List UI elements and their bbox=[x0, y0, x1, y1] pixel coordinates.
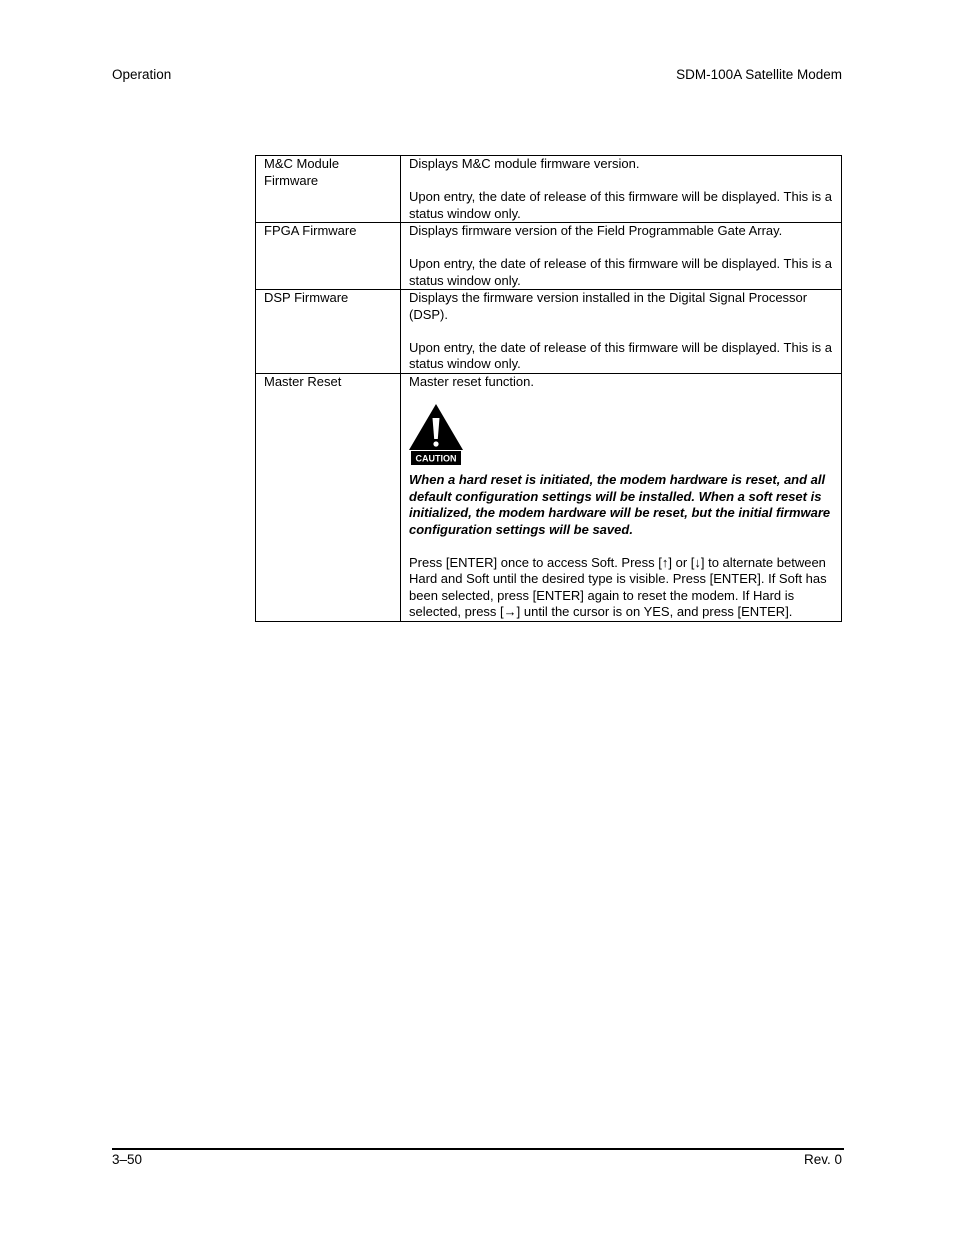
parameter-name: M&C Module Firmware bbox=[256, 156, 401, 223]
page-number: 3–50 bbox=[112, 1152, 143, 1167]
parameter-description bbox=[401, 373, 842, 621]
parameter-description bbox=[401, 156, 842, 223]
parameter-description bbox=[401, 223, 842, 290]
table-row bbox=[256, 223, 842, 290]
description-text: Upon entry, the date of release of this firmware will be displayed. This is a status window only. bbox=[409, 339, 832, 371]
table-row bbox=[256, 373, 842, 621]
parameter-name: DSP Firmware bbox=[256, 290, 401, 374]
description-text: Displays firmware version of the Field Programmable Gate Array. bbox=[409, 223, 783, 238]
description-text: Upon entry, the date of release of this firmware will be displayed. This is a status window only. bbox=[409, 189, 832, 221]
parameter-table bbox=[255, 155, 842, 622]
parameter-name: FPGA Firmware bbox=[256, 223, 401, 290]
description-text: Master reset function. bbox=[409, 373, 534, 389]
table-row bbox=[256, 156, 842, 223]
description-text: Displays M&C module firmware version. bbox=[409, 156, 640, 171]
footer-rule bbox=[112, 1148, 844, 1150]
caution-warning-icon bbox=[409, 404, 465, 467]
caution-text: When a hard reset is initiated, the modem hardware is reset, and all default configuration settings will be installed. When a soft reset is initialized, the modem hardware will be reset, but the initial firmware configuration settings will be saved. bbox=[409, 472, 831, 537]
revision-label: Rev. 0 bbox=[803, 1152, 842, 1167]
description-text: Press [ENTER] once to access Soft. Press [↑] or [↓] to alternate between Hard and Soft until the desired type is visible. Press [ENTER]. If Soft has been selected, press [ENTER] again to reset the modem. If Hard is selected, press [→] until the cursor is on YES, and press [ENTER]. bbox=[409, 554, 827, 619]
parameter-name: Master Reset bbox=[256, 373, 401, 621]
description-text: Upon entry, the date of release of this firmware will be displayed. This is a status window only. bbox=[409, 256, 832, 288]
parameter-description bbox=[401, 290, 842, 374]
table-row bbox=[256, 290, 842, 374]
description-text: Displays the firmware version installed in the Digital Signal Processor (DSP). bbox=[409, 290, 808, 322]
header-section-title: Operation bbox=[112, 67, 172, 82]
caution-label: CAUTION bbox=[415, 453, 457, 464]
header-document-title: SDM-100A Satellite Modem bbox=[676, 67, 842, 82]
